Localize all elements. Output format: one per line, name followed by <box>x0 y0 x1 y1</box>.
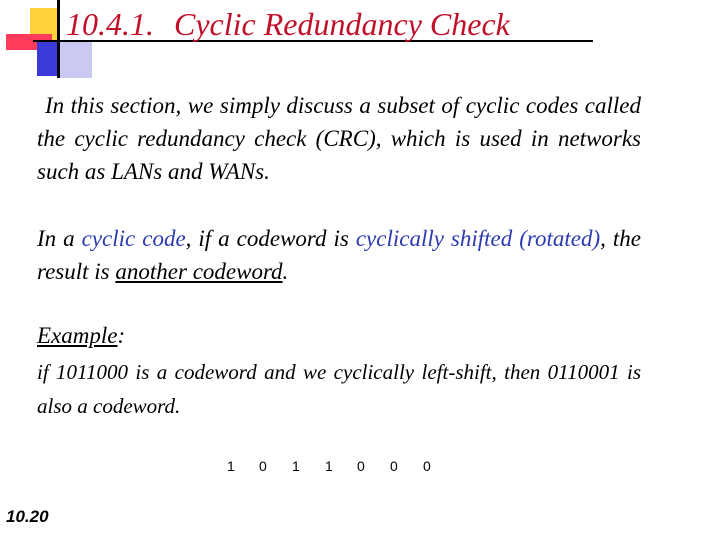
highlight-cyclic-code: cyclic code <box>81 226 186 251</box>
decor-blue-square <box>37 42 59 76</box>
decor-lilac-square <box>60 40 92 78</box>
intro-paragraph <box>37 89 641 188</box>
bit: 0 <box>390 458 398 474</box>
example-heading <box>37 319 641 352</box>
bit: 0 <box>259 458 267 474</box>
decor-vertical-line <box>57 0 60 78</box>
bit: 1 <box>227 458 235 474</box>
definition-text-4: . <box>282 259 289 284</box>
definition-text-1: In a <box>37 226 82 251</box>
section-number: 10.4.1. <box>66 6 154 42</box>
definition-text-3: , the result is <box>37 226 641 284</box>
bit: 1 <box>292 458 300 474</box>
definition-text-2: , if a codeword is <box>185 226 356 251</box>
bit: 0 <box>357 458 365 474</box>
bit-sequence <box>0 458 720 478</box>
example-paragraph: if 1011000 is a codeword and we cyclically left-shift, then 0110001 is also a codeword. <box>37 360 641 418</box>
bit: 0 <box>423 458 431 474</box>
bit: 1 <box>325 458 333 474</box>
intro-text: In this section, we simply discuss a subset of cyclic codes called the cyclic redundancy check (CRC), which is used in networks such as LANs and WANs. <box>37 93 641 184</box>
page-number: 10.20 <box>6 507 49 526</box>
example-label: Example <box>37 323 118 348</box>
definition-paragraph <box>37 222 641 288</box>
underlined-another-codeword: another codeword <box>115 259 283 284</box>
slide-title <box>66 6 510 43</box>
section-title: Cyclic Redundancy Check <box>174 6 510 42</box>
highlight-cyclically-shifted: cyclically shifted (rotated) <box>355 226 601 251</box>
example-colon: : <box>117 323 126 348</box>
